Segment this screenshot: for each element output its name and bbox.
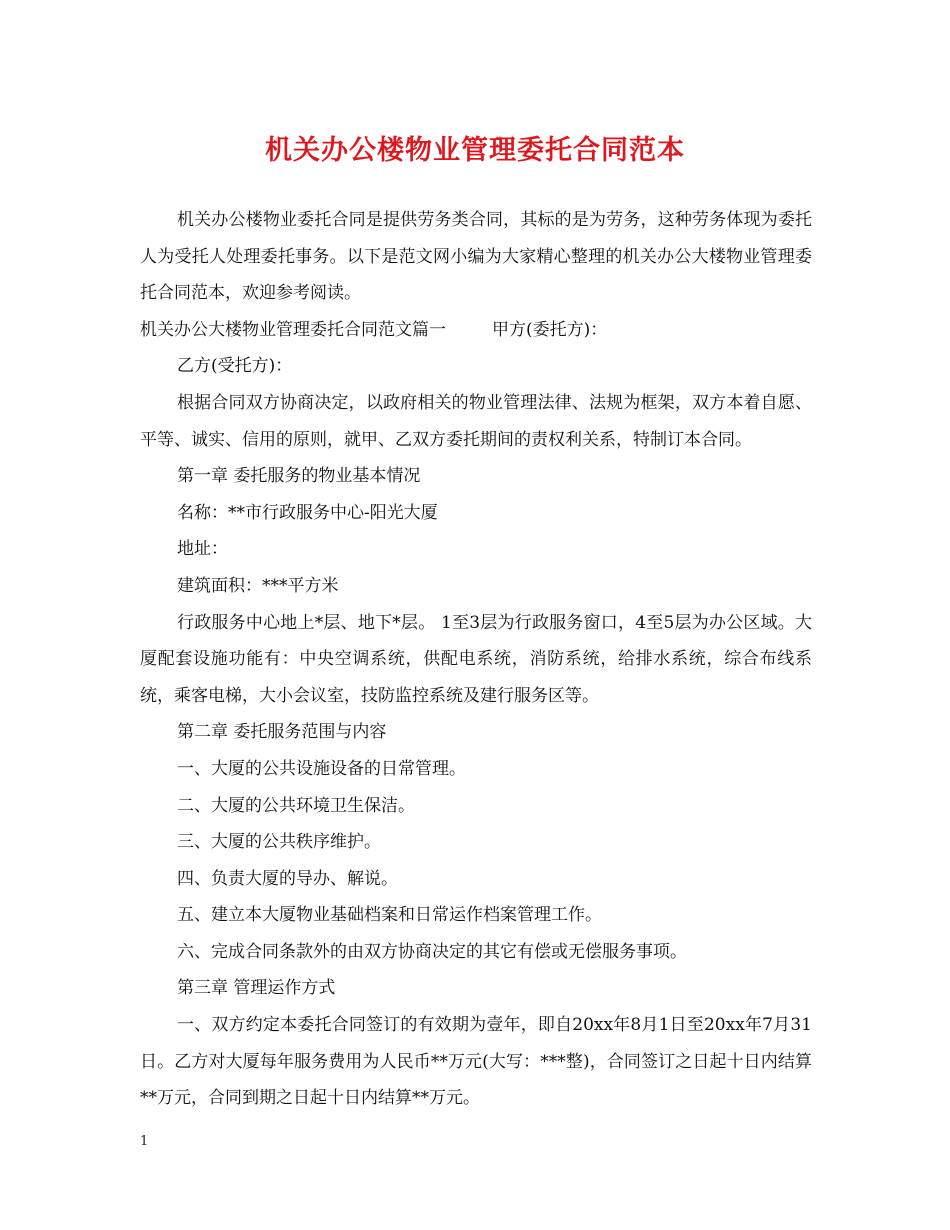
party-a-label: 甲方(委托方)： <box>492 319 608 340</box>
term-paragraph: 一、双方约定本委托合同签订的有效期为壹年，即自20xx年8月1日至20xx年7月31日。乙方对大厦每年服务费用为人民币**万元(大写：***整)，合同签订之日起十日内结算**万元，合同到期之日起十日内结算**万元。 <box>140 1015 812 1109</box>
service-item: 五、建立本大厦物业基础档案和日常运作档案管理工作。 <box>177 905 602 926</box>
intro-paragraph: 机关办公楼物业委托合同是提供劳务类合同，其标的是为劳务，这种劳务体现为委托人为受托人处理委托事务。以下是范文网小编为大家精心整理的机关办公大楼物业管理委托合同范本，欢迎参考阅读。 <box>140 210 812 304</box>
chapter2-heading: 第二章 委托服务范围与内容 <box>177 722 387 743</box>
document-title: 机关办公楼物业管理委托合同范本 <box>265 135 685 166</box>
section-heading: 机关办公大楼物业管理委托合同范文篇一 <box>140 319 446 340</box>
property-area: 建筑面积：***平方米 <box>177 575 339 596</box>
service-item: 一、大厦的公共设施设备的日常管理。 <box>177 758 466 779</box>
service-item: 二、大厦的公共环境卫生保洁。 <box>177 795 415 816</box>
party-b-label: 乙方(受托方)： <box>177 356 293 377</box>
service-item: 四、负责大厦的导办、解说。 <box>177 868 398 889</box>
chapter3-heading: 第三章 管理运作方式 <box>177 978 336 999</box>
document-body <box>140 202 812 1117</box>
property-name: 名称：**市行政服务中心-阳光大厦 <box>177 502 438 523</box>
service-item: 六、完成合同条款外的由双方协商决定的其它有偿或无偿服务事项。 <box>177 941 687 962</box>
service-item: 三、大厦的公共秩序维护。 <box>177 832 381 853</box>
property-description: 行政服务中心地上*层、地下*层。 1至3层为行政服务窗口，4至5层为办公区域。大厦配套设施功能有：中央空调系统，供配电系统，消防系统，给排水系统，综合布线系统，乘客电梯，大小会议室，技防监控系统及建行服务区等。 <box>140 612 812 706</box>
preamble-paragraph: 根据合同双方协商决定，以政府相关的物业管理法律、法规为框架，双方本着自愿、平等、诚实、信用的原则，就甲、乙双方委托期间的责权利关系，特制订本合同。 <box>140 392 812 450</box>
property-address: 地址： <box>177 539 228 560</box>
chapter1-heading: 第一章 委托服务的物业基本情况 <box>177 466 421 487</box>
section-heading-line <box>140 312 812 349</box>
page-number: 1 <box>140 1134 149 1149</box>
